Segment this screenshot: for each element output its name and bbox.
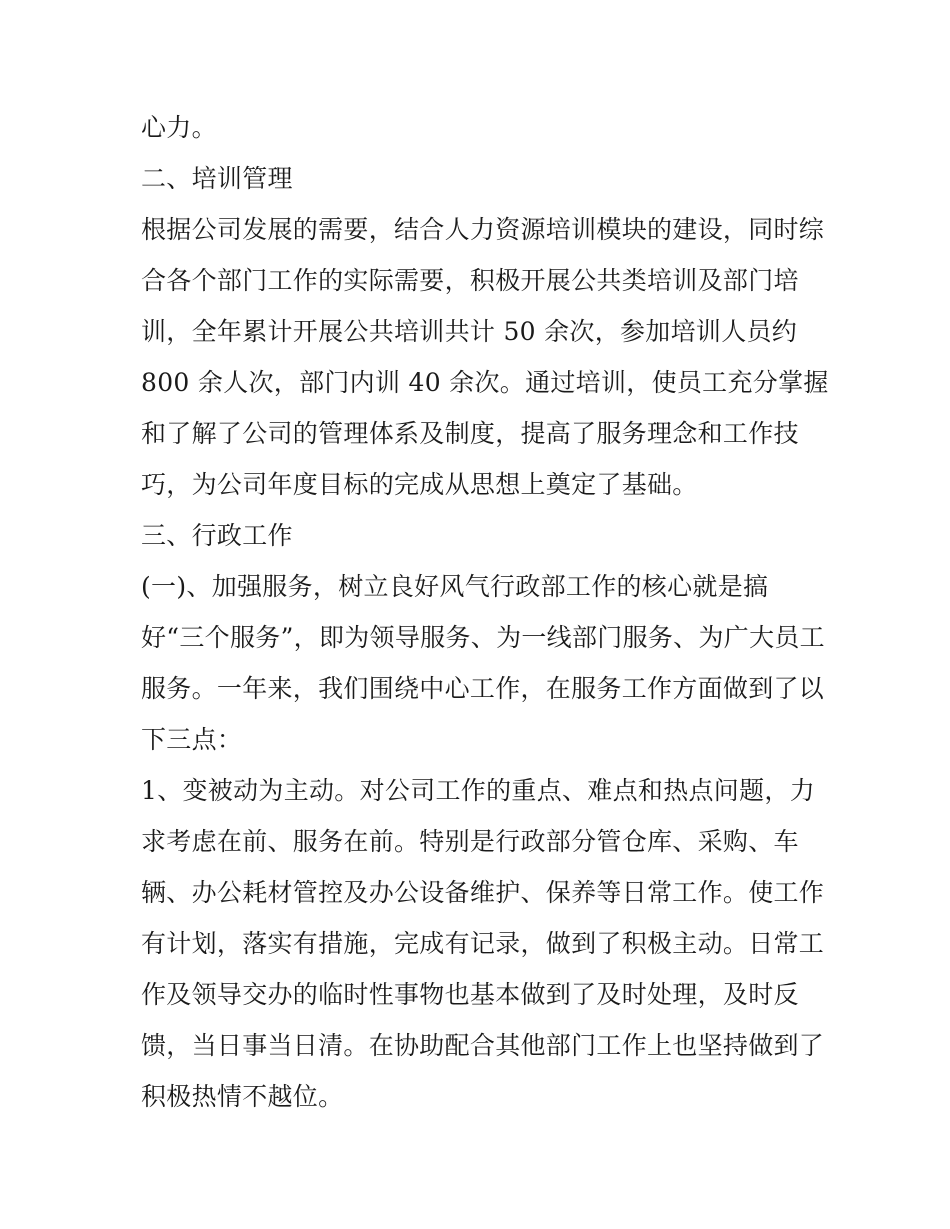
text-line: 合各个部门工作的实际需要，积极开展公共类培训及部门培 <box>141 266 799 295</box>
text-line: 心力。 <box>141 113 217 142</box>
text-line: (一)、加强服务，树立良好风气行政部工作的核心就是搞 <box>141 572 769 601</box>
text-line: 根据公司发展的需要，结合人力资源培训模块的建设，同时综 <box>141 215 825 244</box>
text-line: 下三点： <box>141 725 243 754</box>
section-heading-training: 二、培训管理 <box>141 164 293 193</box>
text-line: 巧，为公司年度目标的完成从思想上奠定了基础。 <box>141 470 698 499</box>
text-line: 馈，当日事当日清。在协助配合其他部门工作上也坚持做到了 <box>141 1031 825 1060</box>
section-heading-admin: 三、行政工作 <box>141 521 293 550</box>
text-line: 积极热情不越位。 <box>141 1082 344 1111</box>
text-line: 800 余人次，部门内训 40 余次。通过培训，使员工充分掌握 <box>141 368 829 397</box>
text-line: 作及领导交办的临时性事物也基本做到了及时处理，及时反 <box>141 980 799 1009</box>
text-line: 服务。一年来，我们围绕中心工作，在服务工作方面做到了以 <box>141 674 825 703</box>
text-line: 有计划，落实有措施，完成有记录，做到了积极主动。日常工 <box>141 929 825 958</box>
text-line: 和了解了公司的管理体系及制度，提高了服务理念和工作技 <box>141 419 799 448</box>
document-body <box>141 102 829 1122</box>
text-line: 好“三个服务”，即为领导服务、为一线部门服务、为广大员工 <box>141 623 825 652</box>
text-line: 1、变被动为主动。对公司工作的重点、难点和热点问题，力 <box>141 776 816 805</box>
text-line: 辆、办公耗材管控及办公设备维护、保养等日常工作。使工作 <box>141 878 825 907</box>
text-line: 训，全年累计开展公共培训共计 50 余次，参加培训人员约 <box>141 317 798 346</box>
text-line: 求考虑在前、服务在前。特别是行政部分管仓库、采购、车 <box>141 827 799 856</box>
